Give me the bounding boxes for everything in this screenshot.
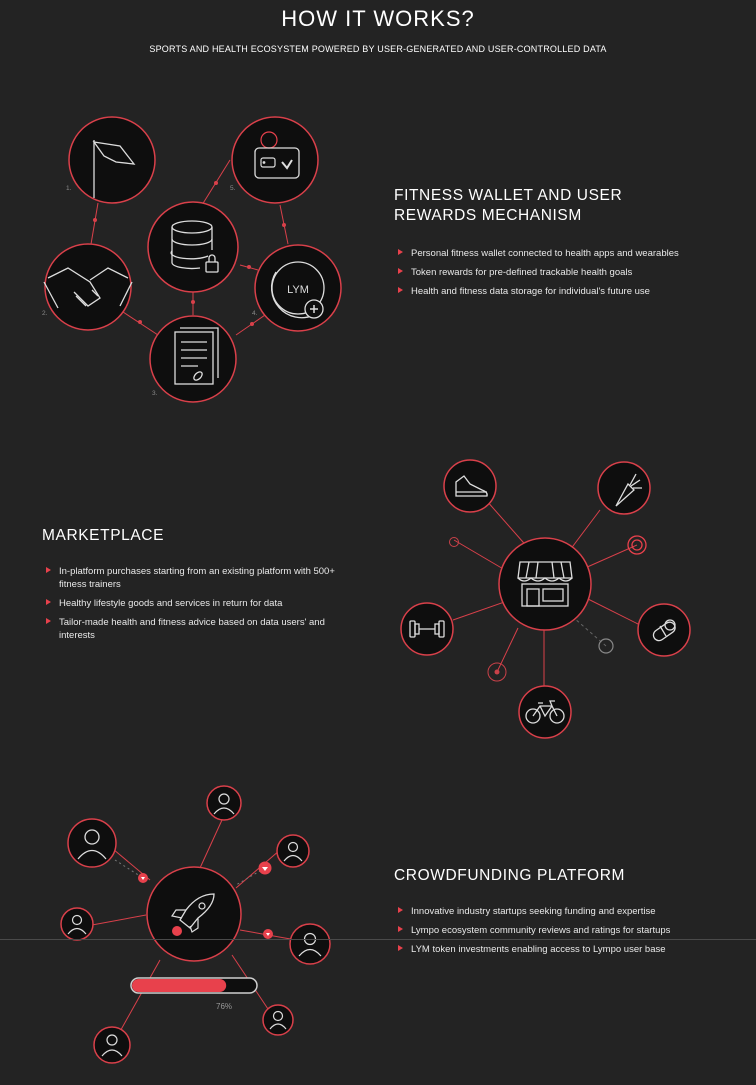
bullet-item: LYM token investments enabling access to Lympo user base (394, 943, 694, 956)
bullet-item: Token rewards for pre-defined trackable health goals (394, 266, 694, 279)
handshake-node (44, 244, 132, 330)
section-crowdfunding-heading: CROWDFUNDING PLATFORM (394, 867, 626, 884)
user-node-2 (207, 786, 241, 820)
page-title: HOW IT WORKS? (281, 6, 475, 31)
lym-token-node (255, 245, 341, 331)
page-subtitle: SPORTS AND HEALTH ECOSYSTEM POWERED BY USER-GENERATED AND USER-CONTROLLED DATA (149, 44, 607, 54)
rocket-node (147, 867, 241, 961)
lym-token-label: LYM (287, 284, 309, 296)
section-marketplace-heading: MARKETPLACE (42, 527, 165, 544)
marketplace-diagram (390, 450, 710, 750)
bullet-item: Lympo ecosystem community reviews and ratings for startups (394, 924, 694, 937)
step-number-4: 4. (252, 310, 258, 317)
bullet-item: In-platform purchases starting from an existing platform with 500+ fitness trainers (42, 565, 342, 591)
section-wallet-bullets (394, 247, 694, 304)
user-node-6 (263, 1005, 293, 1035)
sneaker-node (444, 460, 496, 512)
section-marketplace-bullets (42, 565, 342, 648)
bullet-item: Innovative industry startups seeking funding and expertise (394, 905, 694, 918)
step-number-3: 3. (152, 390, 158, 397)
section-wallet-heading (394, 186, 622, 226)
flag-node (69, 117, 155, 203)
bullet-item: Tailor-made health and fitness advice based on data users' and interests (42, 616, 342, 642)
bicycle-node (519, 686, 571, 738)
store-node (499, 538, 591, 630)
wallet-rewards-diagram (30, 110, 390, 410)
step-number-1: 1. (66, 185, 72, 192)
user-node-1 (68, 819, 116, 867)
user-node-3 (277, 835, 309, 867)
wallet-node (232, 117, 318, 203)
step-number-2: 2. (42, 310, 48, 317)
dumbbell-node (401, 603, 453, 655)
database-node (148, 202, 238, 292)
section-wallet-heading-line2: REWARDS MECHANISM (394, 207, 582, 224)
bullet-item: Personal fitness wallet connected to health apps and wearables (394, 247, 694, 260)
user-node-7 (94, 1027, 130, 1063)
step-number-5: 5. (230, 185, 236, 192)
user-node-4 (61, 908, 93, 940)
crowdfunding-diagram (0, 780, 360, 1080)
pills-node (638, 604, 690, 656)
progress-label: 76% (216, 1002, 233, 1011)
section-wallet-heading-line1: FITNESS WALLET AND USER (394, 187, 623, 204)
document-node (150, 316, 236, 402)
divider-line (0, 939, 756, 940)
carrot-node (598, 462, 650, 514)
user-node-5 (290, 924, 330, 964)
progress-fill (132, 979, 226, 992)
section-crowdfunding-bullets (394, 905, 694, 962)
progress-bar (131, 978, 257, 993)
bullet-item: Healthy lifestyle goods and services in return for data (42, 597, 342, 610)
bullet-item: Health and fitness data storage for individual's future use (394, 285, 694, 298)
